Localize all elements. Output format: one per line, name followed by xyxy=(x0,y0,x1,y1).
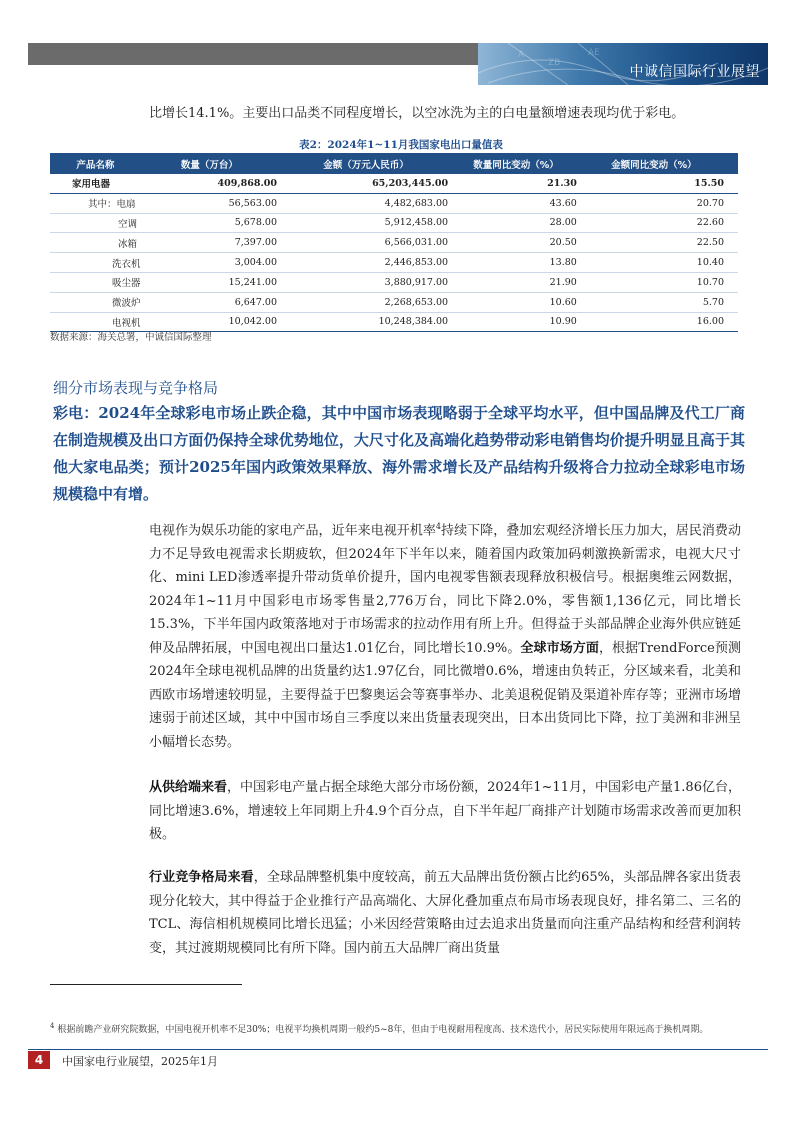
paragraph-competition xyxy=(149,866,741,960)
table-cell: 10,042.00 xyxy=(141,312,283,332)
table-cell: 20.70 xyxy=(583,193,738,213)
column-header: 产品名称 xyxy=(50,153,141,174)
column-header: 金额（万元人民币） xyxy=(283,153,454,174)
table-row xyxy=(50,233,738,253)
table-cell: 43.60 xyxy=(454,193,583,213)
paragraph-tv-market xyxy=(149,515,741,754)
footnote-text: 根据前瞻产业研究院数据，中国电视开机率不足30%；电视平均换机周期一般约5~8年，但由于电视耐用程度高、技术迭代小，居民实际使用年限远高于换机周期。 xyxy=(57,1025,709,1035)
paragraph-lead: 行业竞争格局来看 xyxy=(149,870,254,885)
table-cell: 56,563.00 xyxy=(141,193,283,213)
table-cell: 22.50 xyxy=(583,233,738,253)
paragraph-lead: 全球市场方面 xyxy=(520,640,599,656)
table-cell: 10.70 xyxy=(583,272,738,292)
section-heading: 细分市场表现与竞争格局 xyxy=(53,379,219,397)
table-cell: 2,446,853.00 xyxy=(283,253,454,273)
section-summary: 彩电：2024年全球彩电市场止跌企稳，其中中国市场表现略弱于全球平均水平，但中国品牌及代工厂商在制造规模及出口方面仍保持全球优势地位，大尺寸化及高端化趋势带动彩电销售均价提升明显且高于其他大家电品类；预计2025年国内政策效果释放、海外需求增长及产品结构升级将合力拉动全球彩电市场规模稳中有增。 xyxy=(53,404,745,503)
table-row xyxy=(50,292,738,312)
svg-text:ZB: ZB xyxy=(548,58,561,68)
table-source-note: 数据来源：海关总署，中诚信国际整理 xyxy=(50,332,212,343)
paragraph-supply xyxy=(149,776,741,847)
table-caption: 表2：2024年1~11月我国家电出口量值表 xyxy=(299,139,503,151)
report-series-title: 中诚信国际行业展望 xyxy=(629,64,760,80)
table-cell: 冰箱 xyxy=(50,233,141,253)
table-cell: 洗衣机 xyxy=(50,253,141,273)
footnote-number: 4 xyxy=(50,1022,55,1030)
paragraph-text: ，全球品牌整机集中度较高，前五大品牌出货份额占比约65%，头部品牌各家出货表现分化较大，其中得益于企业推行产品高端化、大屏化叠加重点布局市场表现良好，排名第二、三名的TCL、海信相机规模同比增长迅猛；小米因经营策略由过去追求出货量而向注重产品结构和经营利润转变，其过渡期规模同比有所下降。国内前五大品牌厂商出货量 xyxy=(149,870,741,956)
table-cell: 16.00 xyxy=(583,312,738,332)
table-cell: 7,397.00 xyxy=(141,233,283,253)
table-cell: 409,868.00 xyxy=(141,174,283,193)
table-cell: 10,248,384.00 xyxy=(283,312,454,332)
table-cell: 65,203,445.00 xyxy=(283,174,454,193)
table-header-row xyxy=(50,153,738,174)
paragraph-lead: 从供给端来看 xyxy=(149,780,228,795)
column-header: 金额同比变动（%） xyxy=(583,153,738,174)
table-cell: 15,241.00 xyxy=(141,272,283,292)
table-cell: 15.50 xyxy=(583,174,738,193)
table-cell: 10.90 xyxy=(454,312,583,332)
table-cell: 4,482,683.00 xyxy=(283,193,454,213)
footnote-divider xyxy=(50,984,242,985)
table-cell: 5,678.00 xyxy=(141,213,283,233)
table-cell: 其中：电扇 xyxy=(50,193,141,213)
table-cell: 6,566,031.00 xyxy=(283,233,454,253)
table-cell: 10.60 xyxy=(454,292,583,312)
column-header: 数量（万台） xyxy=(141,153,283,174)
intro-text: 比增长14.1%。主要出口品类不同程度增长，以空冰洗为主的白电量额增速表现均优于彩电。 xyxy=(149,106,685,121)
table-cell: 电视机 xyxy=(50,312,141,332)
table-cell: 5.70 xyxy=(583,292,738,312)
table-row xyxy=(50,253,738,273)
paragraph-text: 电视作为娱乐功能的家电产品，近年来电视开机率 xyxy=(149,523,436,539)
table-row xyxy=(50,272,738,292)
paragraph-text: 持续下降，叠加宏观经济增长压力加大，居民消费动力不足导致电视需求长期疲软，但2024年下半年以来，随着国内政策加码刺激换新需求，电视大尺寸化、mini LED渗透率提升带动货单价提升，国内电视零售额表现释放积极信号。根据奥维云网数据，2024年1~11月中国彩电市场零售量2,776万台，同比下降2.0%，零售额1,136亿元，同比增长15.3%，下半年国内政策落地对于市场需求的拉动作用有所上升。但得益于头部品牌企业海外供应链延伸及品牌拓展，中国电视出口量达1.01亿台，同比增长10.9%。 xyxy=(149,523,741,656)
table-cell: 微波炉 xyxy=(50,292,141,312)
table-cell: 22.60 xyxy=(583,213,738,233)
footer-title: 中国家电行业展望，2025年1月 xyxy=(62,1055,218,1068)
table-cell: 空调 xyxy=(50,213,141,233)
table-cell: 家用电器 xyxy=(50,174,141,193)
footer-divider xyxy=(28,1049,768,1050)
table-cell: 3,004.00 xyxy=(141,253,283,273)
table-cell: 3,880,917.00 xyxy=(283,272,454,292)
table-cell: 21.30 xyxy=(454,174,583,193)
table-row xyxy=(50,174,738,193)
page-number: 4 xyxy=(28,1051,50,1069)
table-cell: 2,268,653.00 xyxy=(283,292,454,312)
table-cell: 吸尘器 xyxy=(50,272,141,292)
table-cell: 13.80 xyxy=(454,253,583,273)
footnote xyxy=(50,1020,750,1037)
table-row xyxy=(50,213,738,233)
table-cell: 6,647.00 xyxy=(141,292,283,312)
svg-text:A: A xyxy=(518,50,525,60)
table-cell: 10.40 xyxy=(583,253,738,273)
table-cell: 28.00 xyxy=(454,213,583,233)
paragraph-text: ，根据TrendForce预测2024年全球电视机品牌的出货量约达1.97亿台，同比微增0.6%，增速由负转正，分区域来看，北美和西欧市场增速较明显，主要得益于巴黎奥运会等赛事举办、北美退税促销及渠道补库存等；亚洲市场增速弱于前述区域，其中中国市场自三季度以来出货量表现突出，日本出货同比下降，拉丁美洲和非洲呈小幅增长态势。 xyxy=(149,640,741,750)
table-cell: 20.50 xyxy=(454,233,583,253)
table-cell: 21.90 xyxy=(454,272,583,292)
footnote-ref: 4 xyxy=(435,522,442,531)
header-banner xyxy=(478,43,768,85)
table-row xyxy=(50,193,738,213)
paragraph-text: ，中国彩电产量占据全球绝大部分市场份额，2024年1~11月，中国彩电产量1.86亿台，同比增速3.6%，增速较上年同期上升4.9个百分点，自下半年起厂商排产计划随市场需求改善而更加积极。 xyxy=(149,780,741,842)
export-data-table xyxy=(50,153,738,332)
table-cell: 5,912,458.00 xyxy=(283,213,454,233)
column-header: 数量同比变动（%） xyxy=(454,153,583,174)
svg-text:AE: AE xyxy=(588,48,600,58)
